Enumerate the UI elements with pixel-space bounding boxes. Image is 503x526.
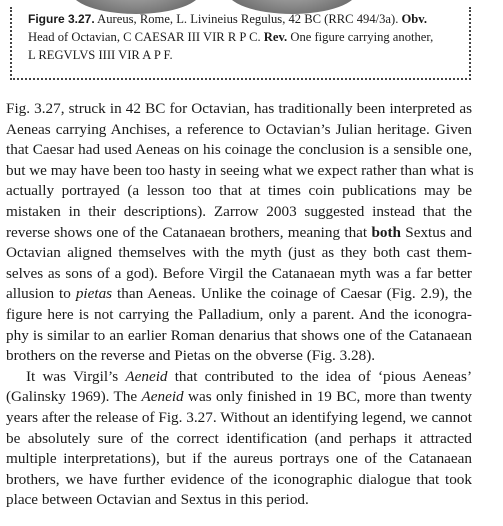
paragraph-1-line: but we may have been too hasty in seeing what we expect rather than what is: [6, 161, 474, 179]
paragraph-1-line: mistaken in their descriptions). Zarrow 2003 suggested instead that the: [6, 202, 472, 220]
caption-line-3: L REGVLVS IIII VIR A P F.: [28, 48, 173, 62]
obverse-label: Obv.: [401, 12, 428, 26]
paragraph-1-line: figure here is not carrying the Palladium, only a parent. And the iconogra-: [6, 305, 472, 323]
paragraph-1-line: actually portrayed (a lesson too that at times coin publications may be: [6, 182, 472, 200]
body-text: [6, 99, 472, 511]
paragraph-1-line: that Caesar had used Aeneas on his coinage the conclusion is a sensible one,: [6, 141, 472, 159]
emphasis-both: both: [371, 223, 401, 241]
figure-caption: [28, 10, 468, 64]
paragraph-2-line: multiple interpretations), but if the aureus portrays one of the Catanaean: [6, 450, 472, 468]
paragraph-1-line: allusion to pietas than Aeneas. Unlike the coinage of Caesar (Fig. 2.9), the: [6, 285, 472, 303]
paragraph-1-line: selves as sons of a god). Before Virgil the Catanaean myth was a far better: [6, 264, 472, 282]
caption-line-1: Figure 3.27. Aureus, Rome, L. Livineius Regulus, 42 BC (RRC 494/3a). Obv.: [28, 12, 428, 26]
paragraph-1-line: Fig. 3.27, struck in 42 BC for Octavian, has traditionally been interpreted as: [6, 100, 472, 117]
paragraph-2-line: (Galinsky 1969). The Aeneid was only finished in 19 BC, more than twenty: [6, 388, 472, 406]
italic-aeneid: Aeneid: [141, 388, 184, 406]
reverse-label: Rev.: [263, 30, 288, 44]
italic-pietas: pietas: [75, 285, 113, 303]
italic-aeneid: Aeneid: [125, 367, 168, 385]
paragraph-2-line: brothers, we have further evidence of the iconographic dialogue that took: [6, 470, 472, 488]
paragraph-1-line: Octavian aligned themselves with the myth (just as they both cast them-: [6, 244, 472, 262]
paragraph-2-line: place between Octavian and Sextus in this period.: [6, 491, 309, 509]
paragraph-2-line: be absolutely sure of the correct identification (and perhaps it attracted: [6, 429, 472, 447]
figure-label: Figure 3.27.: [28, 12, 95, 26]
paragraph-1-line: brothers on the reverse and Pietas on the obverse (Fig. 3.28).: [6, 347, 376, 365]
paragraph-1-line: reverse shows one of the Catanaean brothers, meaning that both Sextus and: [6, 223, 472, 241]
paragraph-2-line: It was Virgil’s Aeneid that contributed to the idea of ‘pious Aeneas’: [26, 367, 473, 385]
paragraph-1-line: phy is similar to an earlier Roman denarius that shows one of the Catanaean: [6, 326, 472, 344]
caption-line-2: Head of Octavian, C CAESAR III VIR R P C. Rev. One figure carrying another,: [28, 30, 434, 44]
paragraph-1-line: Aeneas carrying Anchises, a reference to Octavian’s Julian heritage. Given: [6, 120, 472, 138]
paragraph-2-line: years after the release of Fig. 3.27. Without an identifying legend, we cannot: [6, 408, 472, 426]
